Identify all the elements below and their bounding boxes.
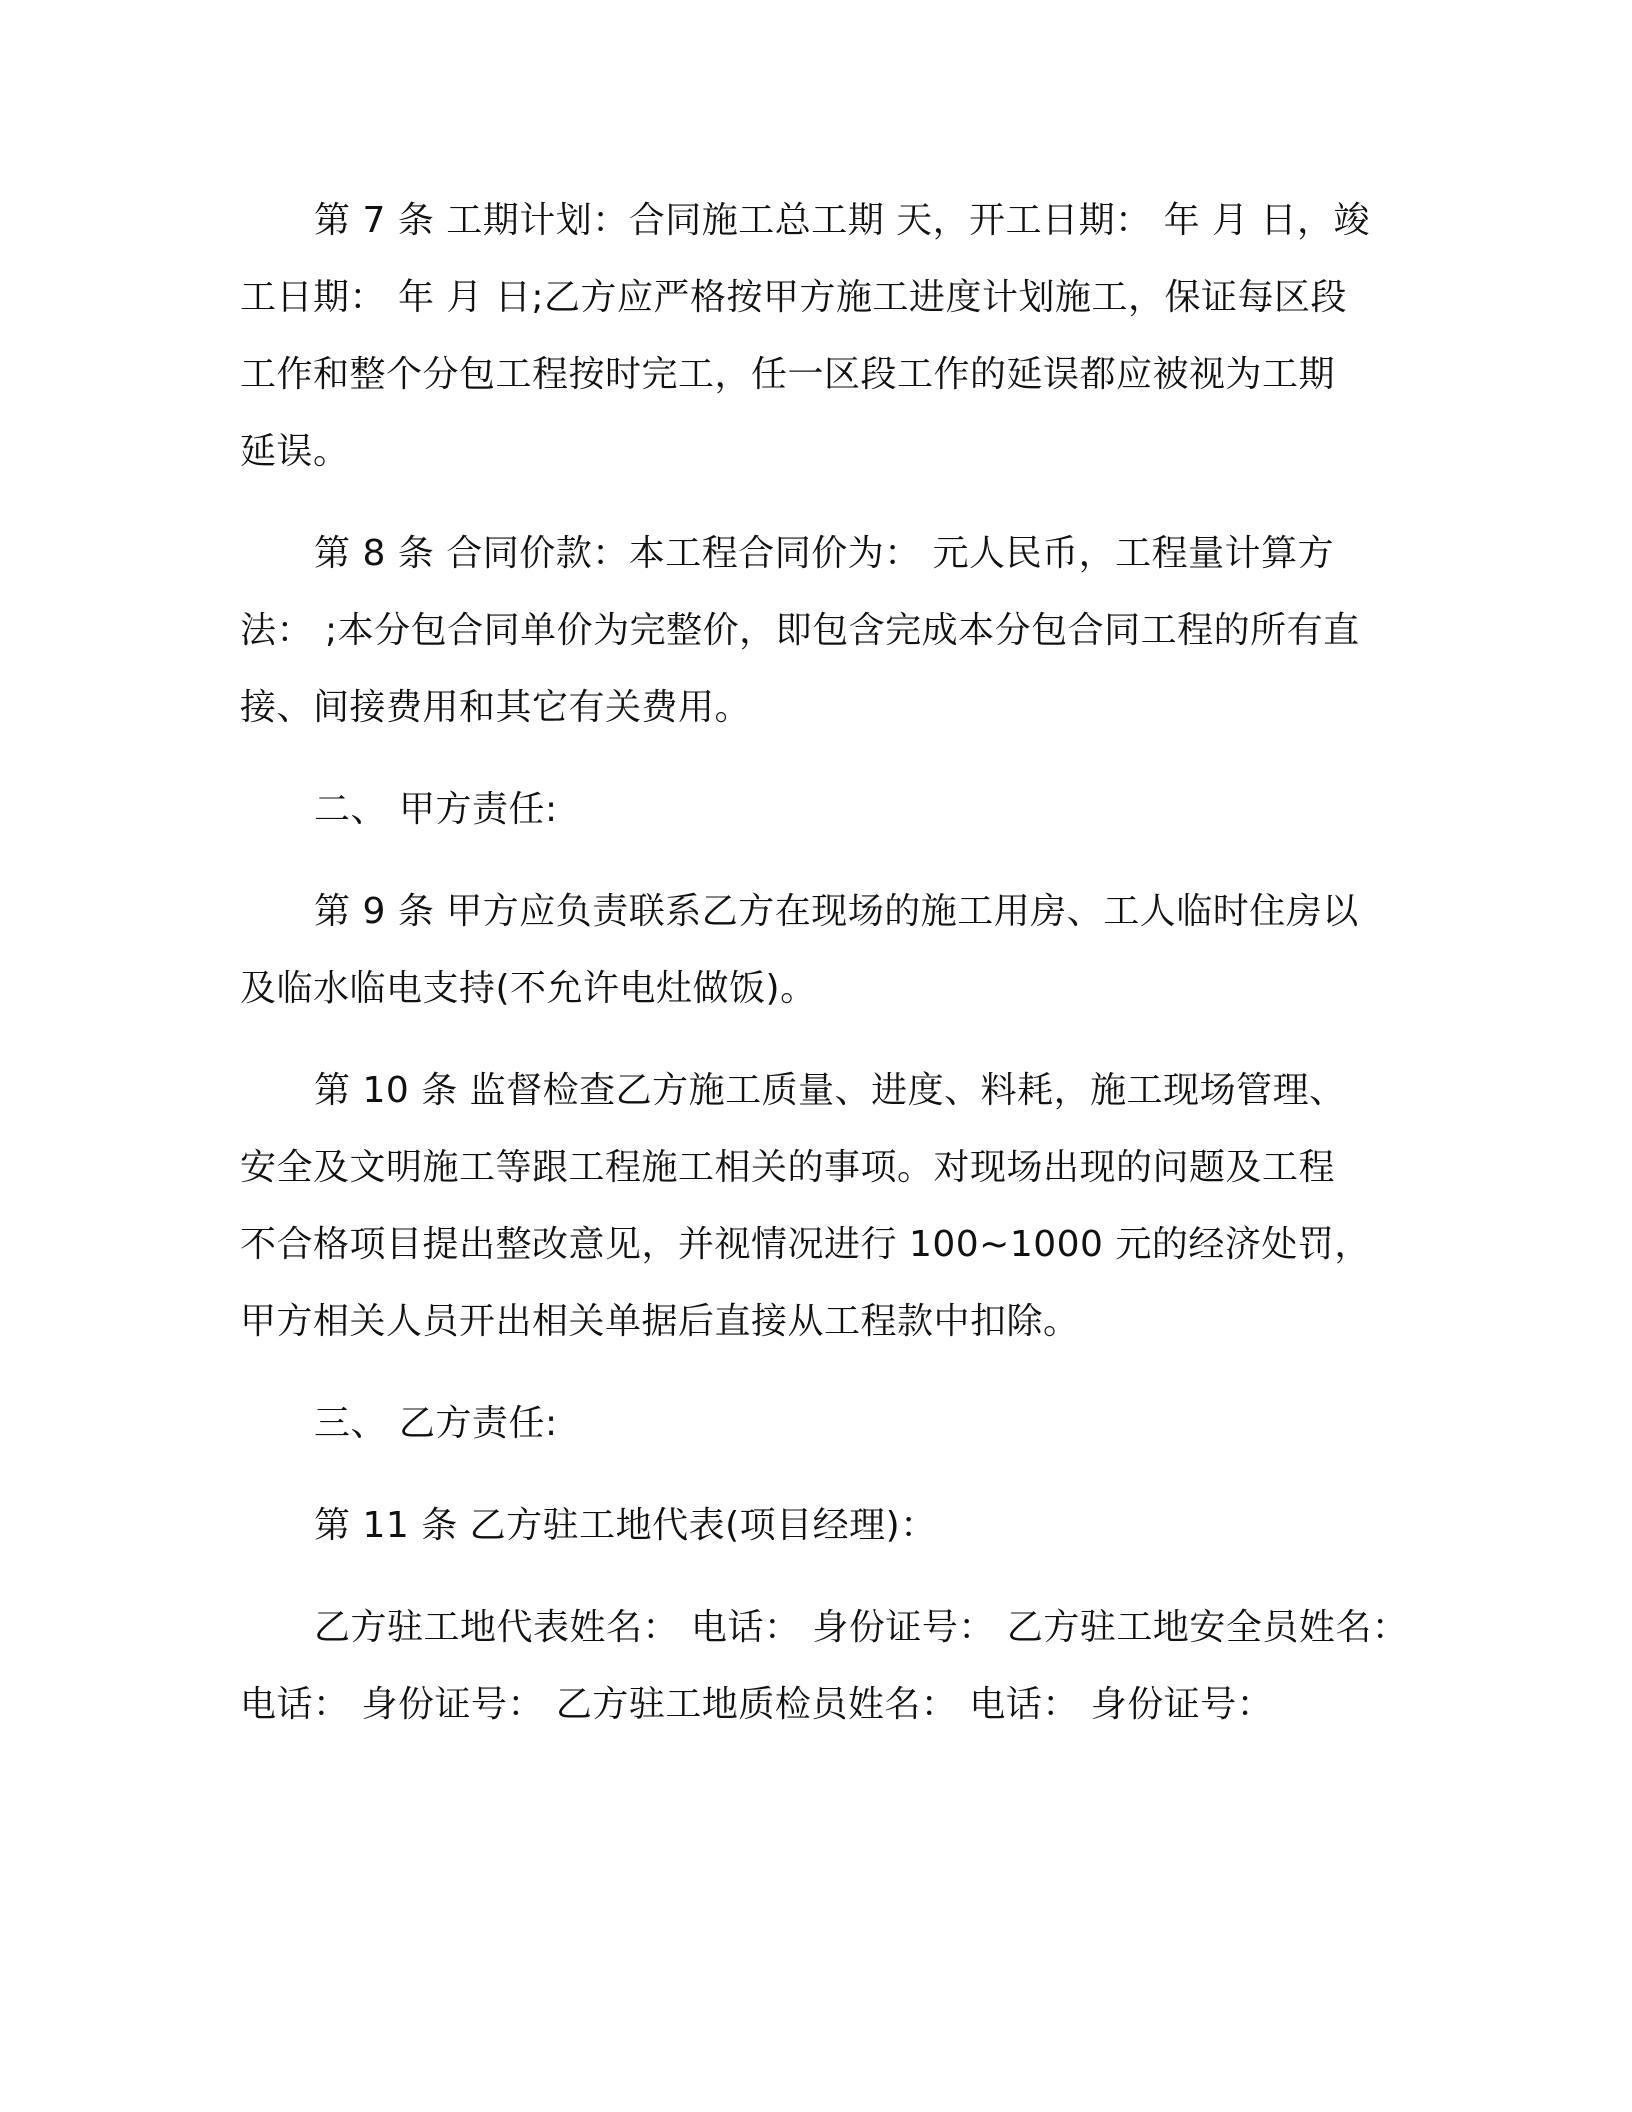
text-line: 第 9 条 甲方应负责联系乙方在现场的施工用房、工人临时住房以 <box>314 891 1359 932</box>
representatives-paragraph <box>240 1589 1410 1743</box>
section-heading-party-a <box>240 771 1410 848</box>
text-line: 乙方驻工地代表姓名： 电话： 身份证号： 乙方驻工地安全员姓名： <box>314 1607 1409 1648</box>
article-10-paragraph <box>240 1052 1410 1360</box>
article-9-paragraph <box>240 873 1410 1027</box>
text-line: 法： ;本分包合同单价为完整价，即包含完成本分包合同工程的所有直 <box>240 610 1360 651</box>
text-line: 第 11 条 乙方驻工地代表(项目经理)： <box>314 1505 937 1546</box>
section-heading-party-b <box>240 1385 1410 1462</box>
text-line: 第 8 条 合同价款：本工程合同价为： 元人民币，工程量计算方 <box>314 533 1335 574</box>
text-line: 及临水临电支持(不允许电灶做饭)。 <box>240 968 817 1009</box>
text-line: 甲方相关人员开出相关单据后直接从工程款中扣除。 <box>240 1301 1080 1342</box>
document-body <box>240 182 1410 1768</box>
article-11-paragraph <box>240 1487 1410 1564</box>
text-line: 安全及文明施工等跟工程施工相关的事项。对现场出现的问题及工程 <box>240 1147 1336 1188</box>
section-heading: 三、 乙方责任: <box>314 1403 558 1444</box>
text-line: 延误。 <box>240 431 350 472</box>
text-line: 第 10 条 监督检查乙方施工质量、进度、料耗，施工现场管理、 <box>314 1070 1346 1111</box>
section-heading: 二、 甲方责任: <box>314 789 558 830</box>
text-line: 第 7 条 工期计划：合同施工总工期 天，开工日期： 年 月 日，竣 <box>314 200 1371 241</box>
text-line: 工日期： 年 月 日;乙方应严格按甲方施工进度计划施工，保证每区段 <box>240 277 1347 318</box>
article-8-paragraph <box>240 515 1410 746</box>
text-line: 接、间接费用和其它有关费用。 <box>240 687 752 728</box>
text-line: 工作和整个分包工程按时完工，任一区段工作的延误都应被视为工期 <box>240 354 1336 395</box>
text-line: 不合格项目提出整改意见，并视情况进行 100~1000 元的经济处罚， <box>240 1224 1371 1265</box>
text-line: 电话： 身份证号： 乙方驻工地质检员姓名： 电话： 身份证号： <box>240 1684 1274 1725</box>
article-7-paragraph <box>240 182 1410 490</box>
